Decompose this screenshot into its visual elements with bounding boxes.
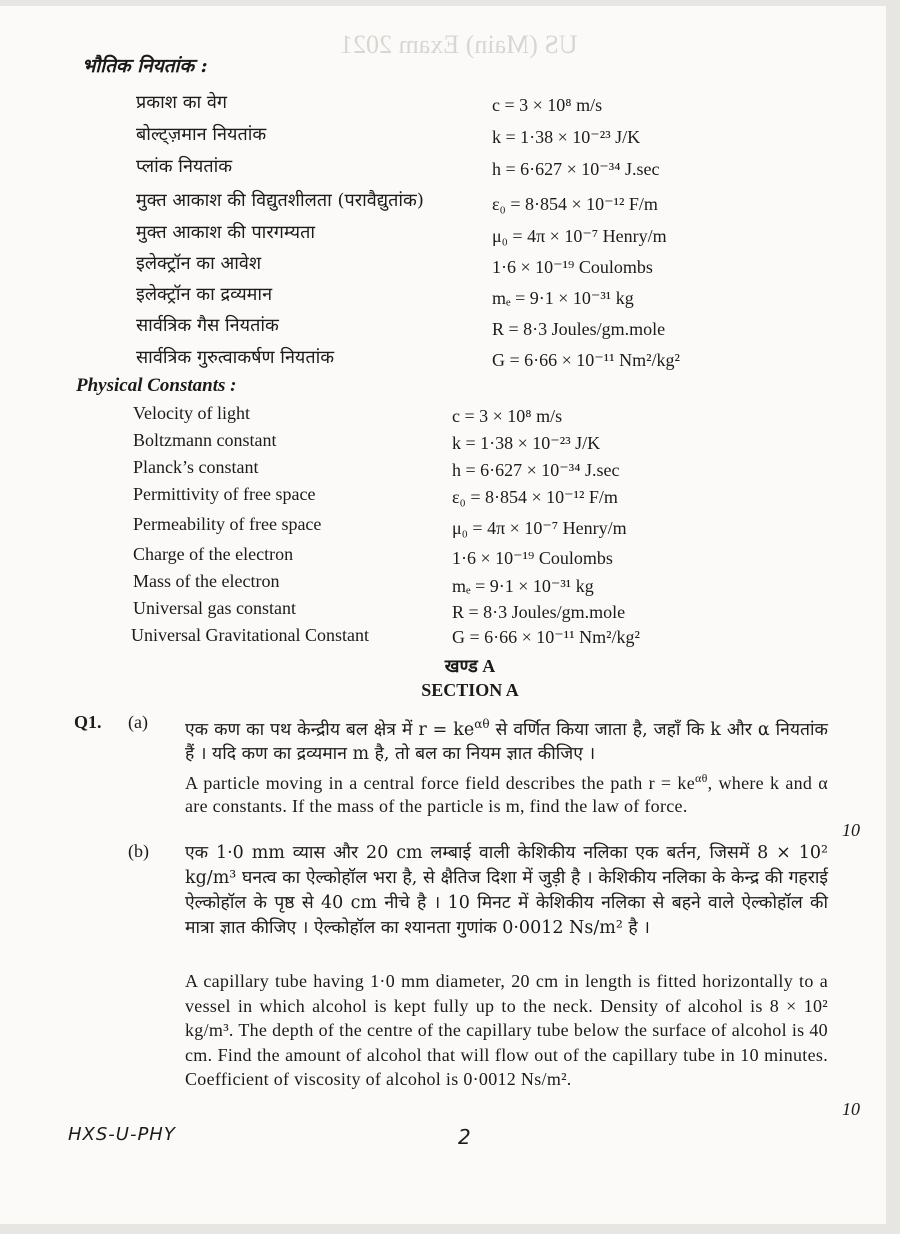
hindi-constant-name: प्लांक नियतांक <box>136 156 233 177</box>
hindi-constant-value: ε₀ = 8·854 × 10⁻¹² F/m <box>492 194 658 214</box>
page-edge-right <box>886 0 900 1234</box>
english-constant-value: 1·6 × 10⁻¹⁹ Coulombs <box>452 548 613 568</box>
hindi-constant-name: सार्वत्रिक गुरुत्वाकर्षण नियतांक <box>136 347 335 368</box>
english-constant-name: Planck’s constant <box>133 457 259 477</box>
english-constant-value: R = 8·3 Joules/gm.mole <box>452 602 626 622</box>
part-b-english-text: A capillary tube having 1·0 mm diameter, 20 cm in length is fitted horizontally to a vessel in which alcohol is kept fully up to the neck. Density of alcohol is 8 × 10² kg/m³. The depth of the centre of the capillary tube below the surface of alcohol is 40 cm. Find the amount of alcohol that will flow out of the capillary tube in 10 minutes. Coefficient of viscosity of alcohol is 0·0012 Ns/m². <box>185 971 828 1089</box>
hindi-constant-name: सार्वत्रिक गैस नियतांक <box>136 315 279 336</box>
english-constant-value: c = 3 × 10⁸ m/s <box>452 406 563 426</box>
question-number: Q1. <box>74 712 102 732</box>
page-edge-top <box>0 0 900 6</box>
section-heading-hindi: खण्ड A <box>444 656 496 676</box>
hindi-constants-heading: भौतिक नियतांक : <box>82 55 208 77</box>
section-heading-english: SECTION A <box>421 680 519 700</box>
english-constant-value: ε₀ = 8·854 × 10⁻¹² F/m <box>452 487 618 507</box>
paper-code: HXS-U-PHY <box>68 1124 176 1145</box>
page-edge-bottom <box>0 1224 900 1234</box>
english-constant-name: Mass of the electron <box>133 571 280 591</box>
hindi-constant-name: मुक्त आकाश की विद्युतशीलता (परावैद्युतांक) <box>136 190 424 211</box>
english-constant-value: μ₀ = 4π × 10⁻⁷ Henry/m <box>452 518 627 538</box>
english-constant-name: Boltzmann constant <box>133 430 277 450</box>
hindi-constant-value: k = 1·38 × 10⁻²³ J/K <box>492 127 641 147</box>
english-constant-name: Permeability of free space <box>133 514 322 534</box>
english-constant-value: G = 6·66 × 10⁻¹¹ Nm²/kg² <box>452 627 640 647</box>
part-a-hindi-text: एक कण का पथ केन्द्रीय बल क्षेत्र में $r = ke^{\alpha\theta}$ से वर्णित किया जाता है, जहाँ कि k और α नियतांक हैं । यदि कण का द्रव्यमान m है, तो बल का नियम ज्ञात कीजिए । <box>185 717 828 765</box>
hindi-constant-value: G = 6·66 × 10⁻¹¹ Nm²/kg² <box>492 350 680 370</box>
english-constant-value: h = 6·627 × 10⁻³⁴ J.sec <box>452 460 620 480</box>
hindi-constant-value: mₑ = 9·1 × 10⁻³¹ kg <box>492 288 634 308</box>
hindi-constant-value: c = 3 × 10⁸ m/s <box>492 95 603 115</box>
hindi-constant-name: इलेक्ट्रॉन का द्रव्यमान <box>136 284 273 305</box>
bleed-through-watermark: US (Main) Exam 2021 <box>340 30 578 59</box>
english-constant-name: Universal Gravitational Constant <box>131 625 369 645</box>
hindi-constant-value: 1·6 × 10⁻¹⁹ Coulombs <box>492 257 653 277</box>
english-constant-name: Permittivity of free space <box>133 484 316 504</box>
hindi-constant-name: प्रकाश का वेग <box>136 92 228 113</box>
hindi-constant-value: μ₀ = 4π × 10⁻⁷ Henry/m <box>492 226 667 246</box>
hindi-constant-name: बोल्ट्ज़मान नियतांक <box>136 124 267 145</box>
english-constant-name: Charge of the electron <box>133 544 294 564</box>
part-label: (b) <box>128 841 149 861</box>
hindi-constant-value: h = 6·627 × 10⁻³⁴ J.sec <box>492 159 660 179</box>
hindi-constant-name: इलेक्ट्रॉन का आवेश <box>136 253 262 274</box>
part-b-hindi-text: एक 1·0 mm व्यास और 20 cm लम्बाई वाली केशिकीय नलिका एक बर्तन, जिसमें 8 × 10² kg/m³ घनत्व का ऐल्कोहॉल भरा है, से क्षैतिज दिशा में जुड़ी है । केशिकीय नलिका के केन्द्र की गहराई ऐल्कोहॉल के पृष्ठ से 40 cm नीचे है । 10 मिनट में केशिकीय नलिका से बहने वाले ऐल्कोहॉल की मात्रा ज्ञात कीजिए । ऐल्कोहॉल का श्यानता गुणांक 0·0012 Ns/m² है । <box>185 843 828 938</box>
english-constants-heading: Physical Constants : <box>76 375 237 396</box>
part-a-marks: 10 <box>842 820 860 840</box>
english-constant-name: Universal gas constant <box>133 598 296 618</box>
part-b-marks: 10 <box>842 1099 860 1119</box>
english-constant-value: k = 1·38 × 10⁻²³ J/K <box>452 433 601 453</box>
english-constant-value: mₑ = 9·1 × 10⁻³¹ kg <box>452 576 594 596</box>
english-constant-name: Velocity of light <box>133 403 250 423</box>
part-a-english-text: A particle moving in a central force field describes the path $r = ke^{\alpha\theta}$, where k and α are constants. If the mass of the particle is m, find the law of force. <box>185 771 828 816</box>
hindi-constant-name: मुक्त आकाश की पारगम्यता <box>136 222 316 243</box>
page-number: 2 <box>458 1125 471 1149</box>
hindi-constant-value: R = 8·3 Joules/gm.mole <box>492 319 666 339</box>
part-label: (a) <box>128 712 148 732</box>
